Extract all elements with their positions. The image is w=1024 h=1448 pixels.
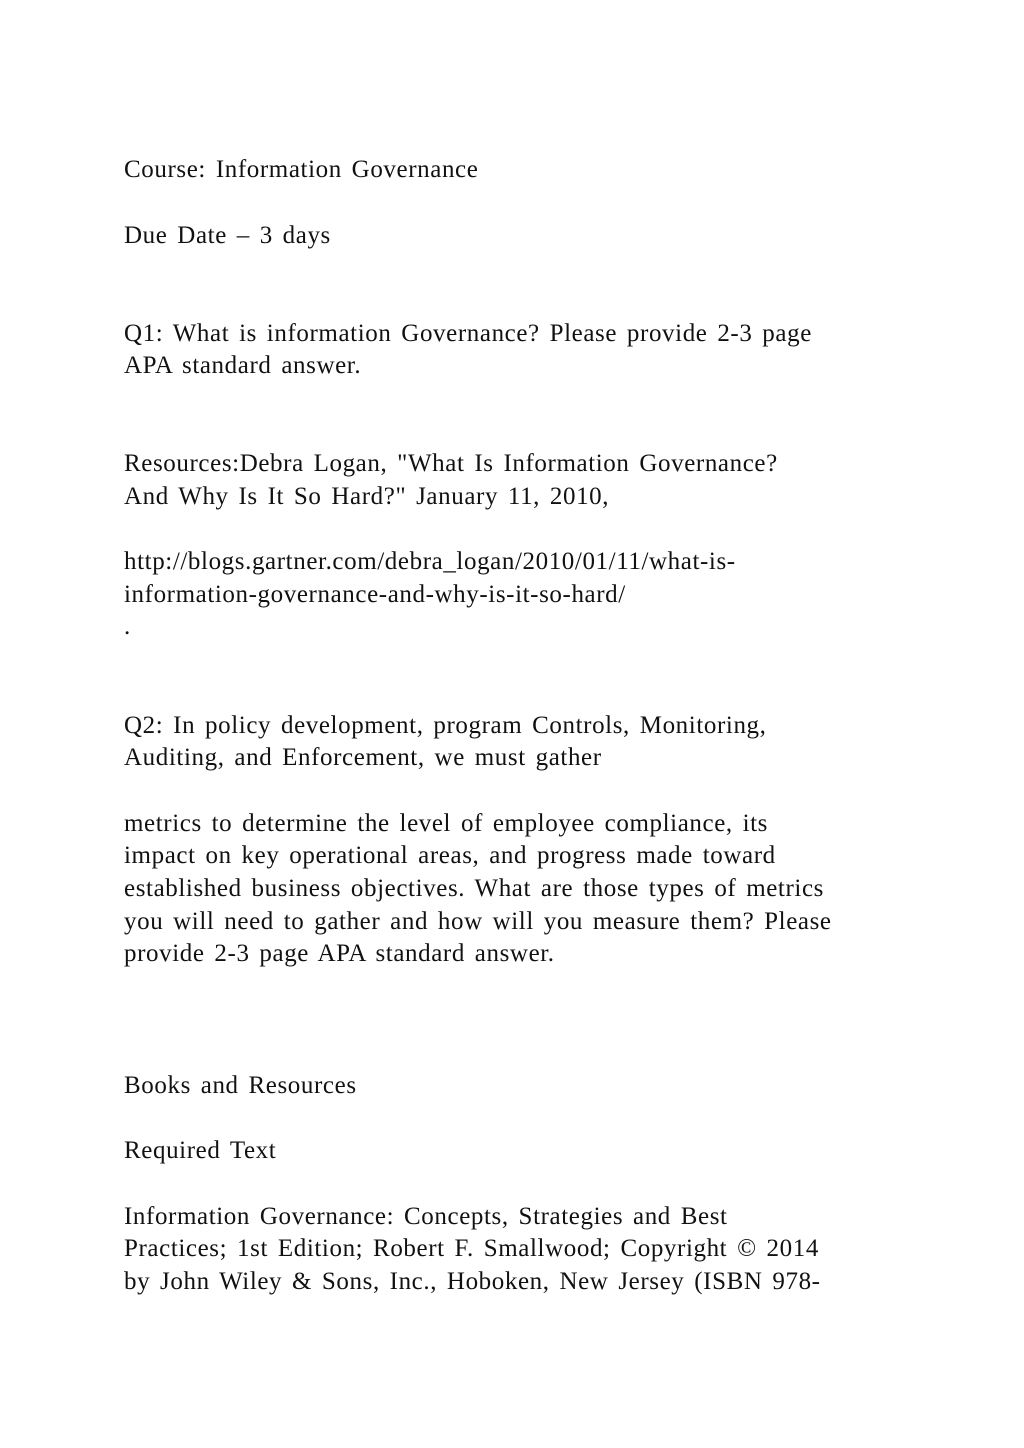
required-text-line-2: Practices; 1st Edition; Robert F. Smallwood; Copyright © 2014 (124, 1235, 819, 1262)
resources-line-1: Resources:Debra Logan, "What Is Information Governance? (124, 450, 778, 477)
q2-continuation-line-4: you will need to gather and how will you measure them? Please (124, 908, 832, 935)
q2-continuation-line-5: provide 2-3 page APA standard answer. (124, 940, 555, 967)
course-title: Course: Information Governance (124, 156, 479, 183)
resource-url-line-1: http://blogs.gartner.com/debra_logan/2010/01/11/what-is- (124, 548, 736, 575)
resource-url-line-2: information-governance-and-why-is-it-so-hard/ (124, 581, 626, 608)
q2-line-1: Q2: In policy development, program Controls, Monitoring, (124, 712, 767, 739)
due-date: Due Date – 3 days (124, 222, 331, 249)
books-resources-heading: Books and Resources (124, 1072, 357, 1099)
q1-line-2: APA standard answer. (124, 352, 362, 379)
q2-line-2: Auditing, and Enforcement, we must gather (124, 744, 602, 771)
resources-line-2: And Why Is It So Hard?" January 11, 2010, (124, 483, 610, 510)
required-text-heading: Required Text (124, 1137, 277, 1164)
q2-continuation-line-2: impact on key operational areas, and progress made toward (124, 842, 776, 869)
required-text-line-1: Information Governance: Concepts, Strategies and Best (124, 1203, 728, 1230)
resource-url-period: . (124, 613, 131, 640)
q1-line-1: Q1: What is information Governance? Please provide 2-3 page (124, 320, 812, 347)
q2-continuation-line-1: metrics to determine the level of employee compliance, its (124, 810, 769, 837)
required-text-line-3: by John Wiley & Sons, Inc., Hoboken, New Jersey (ISBN 978- (124, 1268, 821, 1295)
q2-continuation-line-3: established business objectives. What are those types of metrics (124, 875, 824, 902)
